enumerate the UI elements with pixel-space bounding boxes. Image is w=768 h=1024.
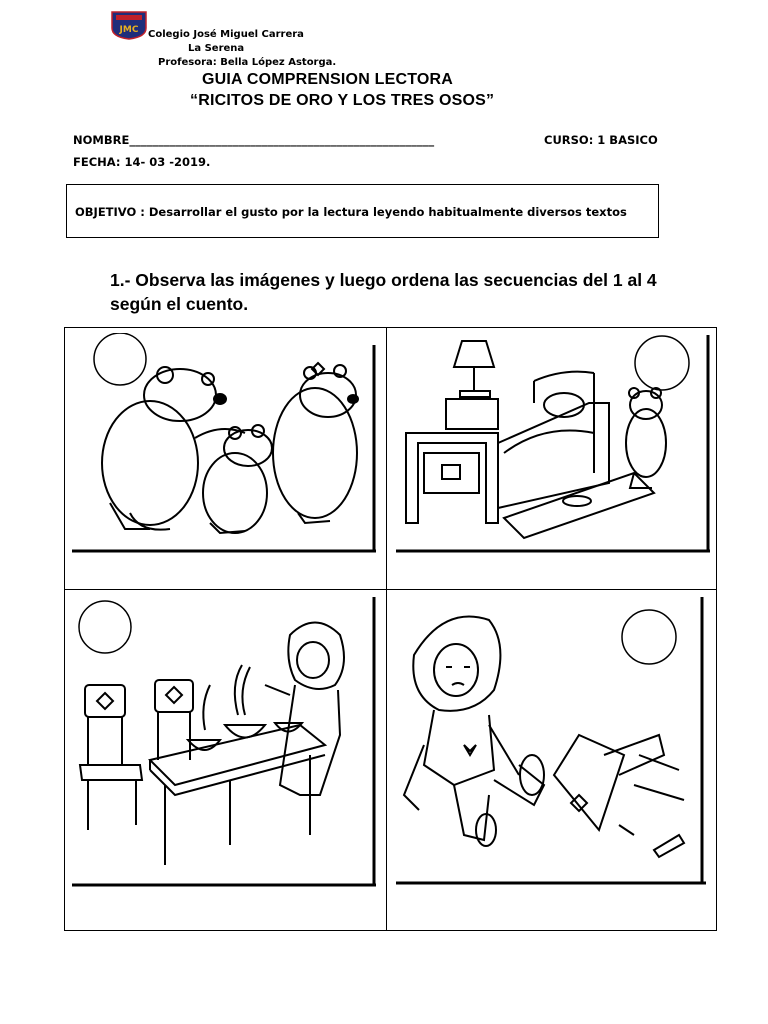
- course-field: CURSO: 1 BASICO: [544, 133, 658, 147]
- answer-circle-2: [635, 336, 689, 390]
- grid-divider-vertical: [386, 327, 387, 931]
- teacher-name: Profesora: Bella López Astorga.: [158, 57, 337, 68]
- panel-broken-chair: [394, 595, 712, 889]
- school-name: Colegio José Miguel Carrera: [148, 29, 304, 40]
- answer-circle-4: [622, 610, 676, 664]
- school-logo: [110, 10, 148, 40]
- story-title: “RICITOS DE ORO Y LOS TRES OSOS”: [190, 92, 495, 109]
- name-field: NOMBRE_____________________________________________________: [73, 133, 435, 147]
- grid-divider-horizontal: [64, 589, 717, 590]
- guide-title: GUIA COMPRENSION LECTORA: [202, 71, 454, 88]
- panel-porridge-table: [70, 595, 378, 889]
- question-1: 1.- Observa las imágenes y luego ordena las secuencias del 1 al 4 según el cuento.: [110, 270, 657, 314]
- objective-text: OBJETIVO : Desarrollar el gusto por la lectura leyendo habitualmente diversos textos: [75, 205, 627, 219]
- logo-text: JMC: [119, 25, 139, 35]
- school-city: La Serena: [188, 43, 245, 54]
- objective-box: [66, 184, 659, 238]
- answer-circle-3: [79, 601, 131, 653]
- panel-goldilocks-sleeping: [394, 333, 712, 555]
- date-field: FECHA: 14- 03 -2019.: [73, 155, 211, 169]
- answer-circle-1: [94, 333, 146, 385]
- panel-three-bears: [70, 333, 378, 555]
